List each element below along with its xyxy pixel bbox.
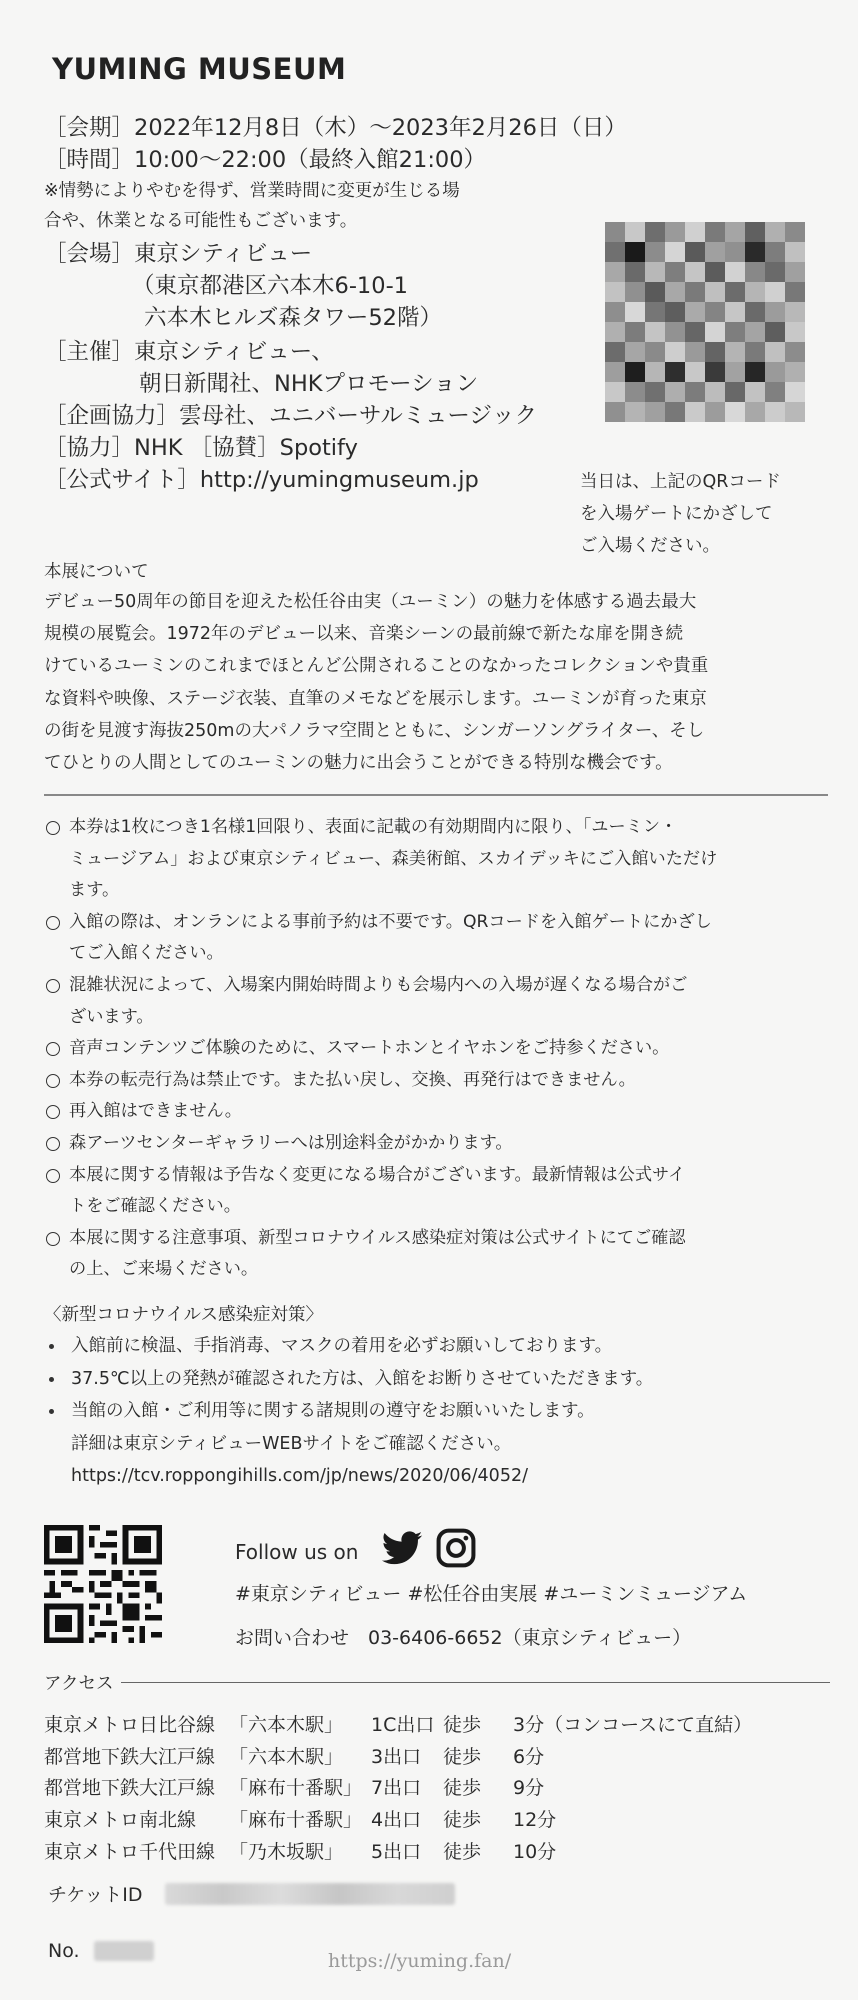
circle-bullet-icon bbox=[46, 1232, 60, 1246]
page-title: YUMING MUSEUM bbox=[52, 52, 347, 86]
list-item: 入館の際は、オンランによる事前予約は不要です。QRコードを入館ゲートにかざし てご入館ください。 bbox=[44, 907, 834, 970]
hours-line: ［時間］10:00～22:00（最終入館21:00） bbox=[44, 147, 487, 173]
instagram-icon[interactable] bbox=[434, 1526, 478, 1570]
circle-bullet-icon bbox=[46, 1137, 60, 1151]
about-line: な資料や映像、ステージ衣装、直筆のメモなどを展示します。ユーミンが育った東京 bbox=[44, 688, 707, 709]
ticket-id-redacted bbox=[165, 1883, 455, 1905]
about-body bbox=[44, 586, 834, 779]
hours-note-line: ※情勢によりやむを得ず、営業時間に変更が生じる場 bbox=[44, 181, 460, 201]
hours-note-line: 合や、休業となる可能性もございます。 bbox=[44, 211, 358, 231]
access-rule bbox=[121, 1682, 830, 1683]
organizer-line: ［主催］東京シティビュー、 bbox=[44, 339, 334, 365]
organizer-line: 朝日新聞社、NHKプロモーション bbox=[139, 371, 479, 397]
contact-info: お問い合わせ 03-6406-6652（東京シティビュー） bbox=[235, 1627, 692, 1649]
list-item: 本券の転売行為は禁止です。また払い戻し、交換、再発行はできません。 bbox=[44, 1065, 834, 1097]
dot-bullet-icon bbox=[49, 1377, 54, 1382]
list-item: 当館の入館・ご利用等に関する諸規則の遵守をお願いいたします。 詳細は東京シティビューWEBサイトをご確認ください。 https://tcv.roppongihills.com/jp/news/2020/06/4052/ bbox=[44, 1395, 834, 1493]
covid-section bbox=[44, 1300, 834, 1493]
notes-list bbox=[44, 812, 834, 1286]
cooperation-line: ［協力］NHK ［協賛］Spotify bbox=[44, 435, 358, 461]
dot-bullet-icon bbox=[49, 1344, 54, 1349]
venue-address-line: 六本木ヒルズ森タワー52階） bbox=[144, 305, 442, 331]
tcv-news-link[interactable]: https://tcv.roppongihills.com/jp/news/2020/06/4052/ bbox=[71, 1466, 528, 1486]
circle-bullet-icon bbox=[46, 1105, 60, 1119]
access-heading-label: アクセス bbox=[44, 1674, 114, 1694]
circle-bullet-icon bbox=[46, 1169, 60, 1183]
circle-bullet-icon bbox=[46, 821, 60, 835]
circle-bullet-icon bbox=[46, 916, 60, 930]
table-row: 東京メトロ南北線 「麻布十番駅」 4出口 徒歩 12分 bbox=[44, 1809, 557, 1832]
list-item: 森アーツセンターギャラリーへは別途料金がかかります。 bbox=[44, 1128, 834, 1160]
list-item: 本展に関する注意事項、新型コロナウイルス感染症対策は公式サイトにてご確認 の上、ご来場ください。 bbox=[44, 1223, 834, 1286]
section-divider bbox=[44, 794, 828, 796]
twitter-icon[interactable] bbox=[380, 1526, 424, 1570]
circle-bullet-icon bbox=[46, 1074, 60, 1088]
ticket-id bbox=[48, 1880, 455, 1907]
circle-bullet-icon bbox=[46, 1042, 60, 1056]
hashtags: #東京シティビュー #松任谷由実展 #ユーミンミュージアム bbox=[235, 1583, 748, 1605]
qr-caption-line: 当日は、上記のQRコード bbox=[580, 472, 781, 492]
planning-line: ［企画協力］雲母社、ユニバーサルミュージック bbox=[44, 403, 537, 429]
about-line: てひとりの人間としてのユーミンの魅力に出会うことができる特別な機会です。 bbox=[44, 753, 673, 774]
about-line: の街を見渡す海抜250mの大パノラマ空間とともに、シンガーソングライター、そし bbox=[44, 720, 705, 741]
list-item: 本展に関する情報は予告なく変更になる場合がございます。最新情報は公式サイ トをご確認ください。 bbox=[44, 1160, 834, 1223]
social-section bbox=[235, 1525, 835, 1653]
ticket-number-redacted bbox=[94, 1941, 154, 1961]
table-row: 東京メトロ日比谷線 「六本木駅」 1C出口 徒歩 3分（コンコースにて直結） bbox=[44, 1714, 753, 1737]
qr-caption-line: ご入場ください。 bbox=[580, 536, 720, 556]
circle-bullet-icon bbox=[46, 979, 60, 993]
about-line: デビュー50周年の節目を迎えた松任谷由実（ユーミン）の魅力を体感する過去最大 bbox=[44, 592, 697, 612]
list-item: 混雑状況によって、入場案内開始時間よりも会場内への入場が遅くなる場合がご ざいます。 bbox=[44, 970, 834, 1033]
official-site-link[interactable]: ［公式サイト］http://yumingmuseum.jp bbox=[44, 467, 479, 493]
access-heading bbox=[44, 1670, 830, 1695]
covid-heading: 〈新型コロナウイルス感染症対策〉 bbox=[44, 1305, 323, 1325]
about-line: けているユーミンのこれまでほとんど公開されることのなかったコレクションや貴重 bbox=[44, 656, 709, 677]
watermark: https://yuming.fan/ bbox=[328, 1950, 512, 1972]
exhibition-info bbox=[44, 112, 627, 496]
venue-line: ［会場］東京シティビュー bbox=[44, 241, 313, 267]
list-item: 入館前に検温、手指消毒、マスクの着用を必ずお願いしております。 bbox=[44, 1330, 834, 1363]
venue-address-line: （東京都港区六本木6-10-1 bbox=[132, 273, 408, 299]
about-heading: 本展について bbox=[44, 562, 149, 582]
ticket-number-label: No. bbox=[48, 1940, 80, 1962]
period-line: ［会期］2022年12月8日（木）～2023年2月26日（日） bbox=[44, 115, 627, 141]
list-item: 音声コンテンツご体験のために、スマートホンとイヤホンをご持参ください。 bbox=[44, 1033, 834, 1065]
list-item: 37.5℃以上の発熱が確認された方は、入館をお断りさせていただきます。 bbox=[44, 1363, 834, 1396]
qr-caption bbox=[580, 466, 830, 562]
ticket-number bbox=[48, 1940, 154, 1962]
table-row: 東京メトロ千代田線 「乃木坂駅」 5出口 徒歩 10分 bbox=[44, 1840, 557, 1863]
ticket-id-label: チケットID bbox=[48, 1884, 143, 1906]
table-row: 都営地下鉄大江戸線 「麻布十番駅」 7出口 徒歩 9分 bbox=[44, 1777, 545, 1800]
about-section bbox=[44, 558, 834, 779]
follow-label: Follow us on bbox=[235, 1540, 359, 1564]
entry-qr-code bbox=[605, 222, 805, 422]
website-qr-code bbox=[44, 1525, 162, 1643]
access-table bbox=[44, 1708, 834, 1866]
list-item: 再入館はできません。 bbox=[44, 1096, 834, 1128]
qr-caption-line: を入場ゲートにかざして bbox=[580, 504, 773, 524]
about-line: 規模の展覧会。1972年のデビュー以来、音楽シーンの最前線で新たな扉を開き続 bbox=[44, 624, 684, 645]
dot-bullet-icon bbox=[49, 1409, 54, 1414]
table-row: 都営地下鉄大江戸線 「六本木駅」 3出口 徒歩 6分 bbox=[44, 1745, 545, 1768]
list-item: 本券は1枚につき1名様1回限り、表面に記載の有効期間内に限り、「ユーミン・ ミュージアム」および東京シティビュー、森美術館、スカイデッキにご入館いただけ ます。 bbox=[44, 812, 834, 907]
